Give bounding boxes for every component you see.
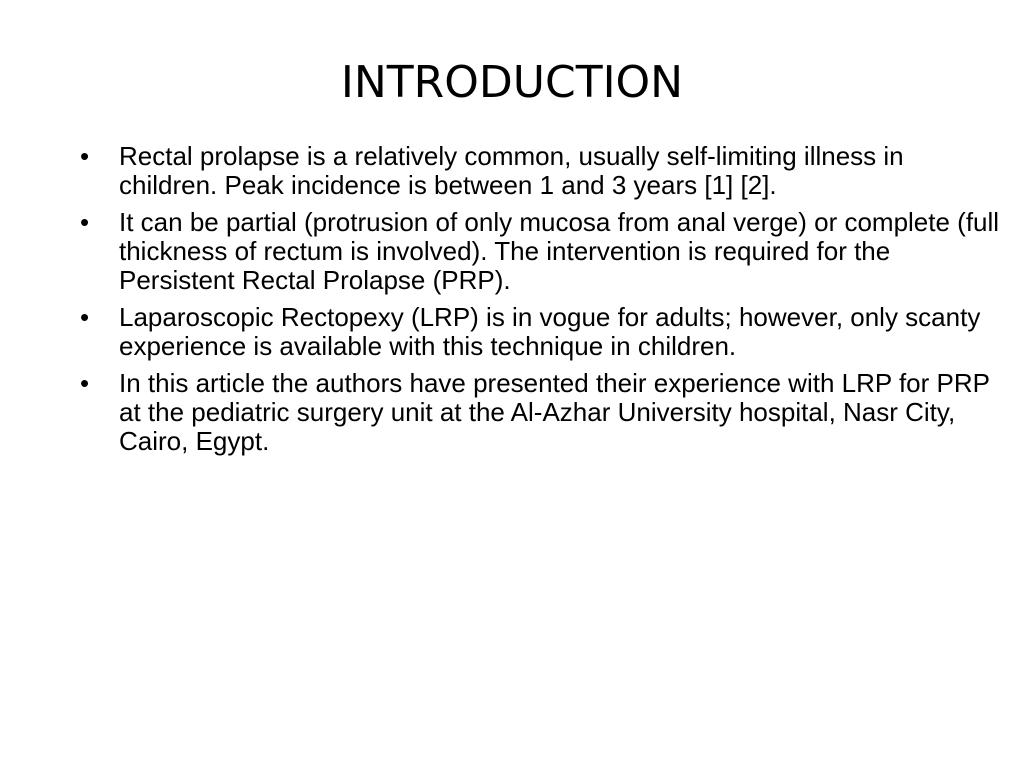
- bullet-marker: •: [80, 302, 90, 332]
- bullet-item-partial-complete: [80, 208, 1000, 295]
- bullet-item-article-experience: [80, 369, 1000, 456]
- bullet-text: Rectal prolapse is a relatively common, usually self-limiting illness in children. Peak incidence is between 1 and 3 years [1] [2].: [119, 141, 904, 200]
- bullet-text: In this article the authors have presented their experience with LRP for PRP at the pediatric surgery unit at the Al-Azhar University hospital, Nasr City, Cairo, Egypt.: [119, 368, 990, 456]
- bullet-text: Laparoscopic Rectopexy (LRP) is in vogue for adults; however, only scanty experience is available with this technique in children.: [119, 302, 981, 361]
- bullet-item-laparoscopic-rectopexy: [80, 303, 1000, 361]
- bullet-item-rectal-prolapse: [80, 142, 1000, 200]
- slide-title: INTRODUCTION: [340, 57, 684, 108]
- bullet-text: It can be partial (protrusion of only mucosa from anal verge) or complete (full thickness of rectum is involved). The intervention is required for the Persistent Rectal Prolapse (PRP).: [119, 207, 1000, 295]
- bullet-list: [80, 142, 1000, 464]
- bullet-marker: •: [80, 207, 90, 237]
- bullet-marker: •: [80, 368, 90, 398]
- bullet-marker: •: [80, 141, 90, 171]
